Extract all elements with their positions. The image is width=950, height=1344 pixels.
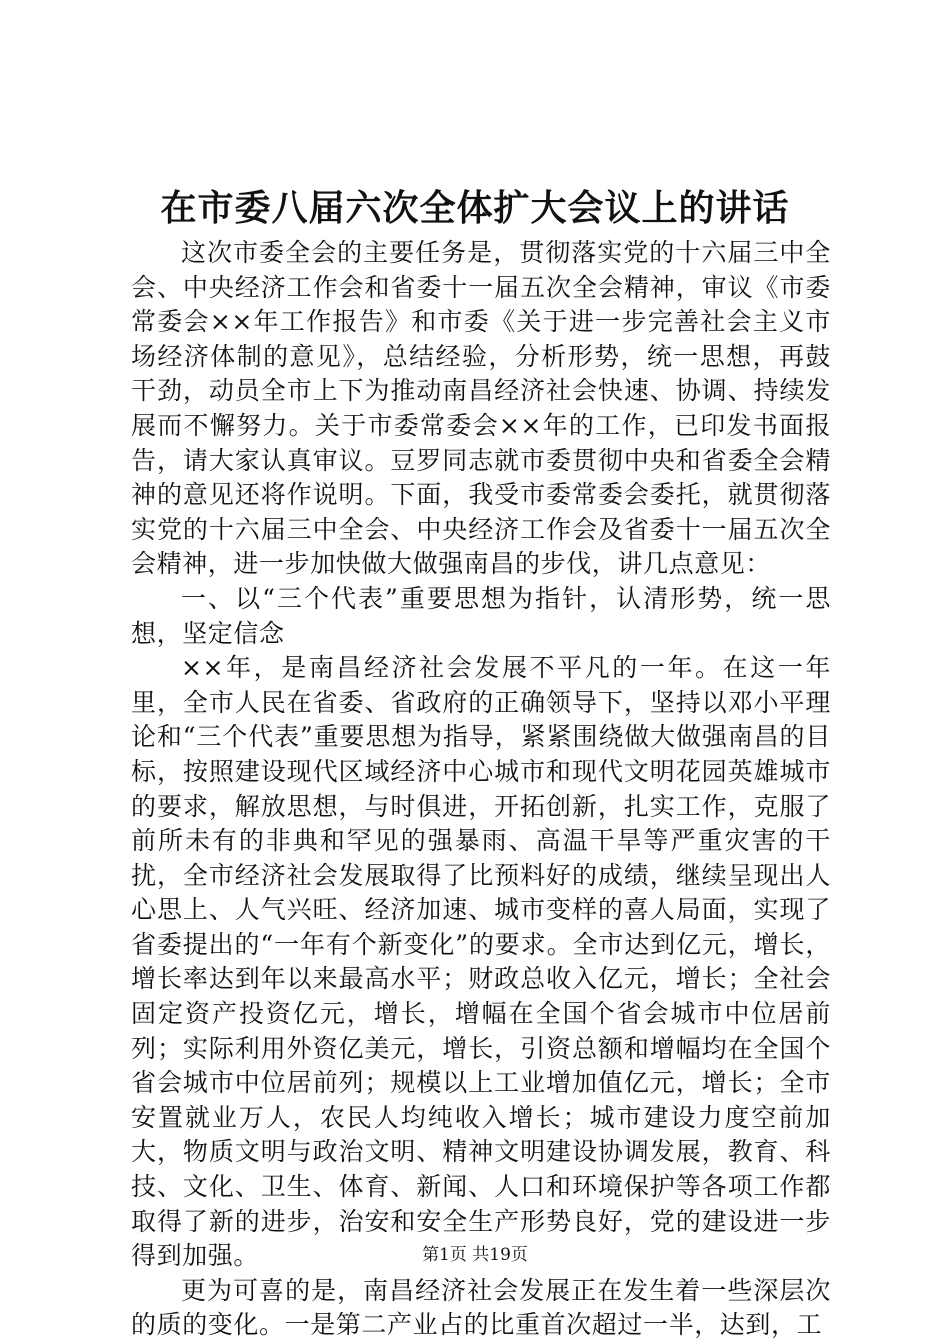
section-heading: 一、以“三个代表”重要思想为指针，认清形势，统一思想，坚定信念	[131, 583, 831, 648]
paragraph: 这次市委全会的主要任务是，贯彻落实党的十六届三中全会、中央经济工作会和省委十一届五次全会精神，审议《市委常委会××年工作报告》和市委《关于进一步完善社会主义市场经济体制的意见》，总结经验，分析形势，统一思想，再鼓干劲，动员全市上下为推动南昌经济社会快速、协调、持续发展而不懈努力。关于市委常委会××年的工作，已印发书面报告，请大家认真审议。豆罗同志就市委贯彻中央和省委全会精神的意见还将作说明。下面，我受市委常委会委托，就贯彻落实党的十六届三中全会、中央经济工作会及省委十一届五次全会精神，进一步加快做大做强南昌的步伐，讲几点意见：	[131, 238, 831, 579]
paragraph: ××年，是南昌经济社会发展不平凡的一年。在这一年里，全市人民在省委、省政府的正确领导下，坚持以邓小平理论和“三个代表”重要思想为指导，紧紧围绕做大做强南昌的目标，按照建设现代区域经济中心城市和现代文明花园英雄城市的要求，解放思想，与时俱进，开拓创新，扎实工作，克服了前所未有的非典和罕见的强暴雨、高温干旱等严重灾害的干扰，全市经济社会发展取得了比预料好的成绩，继续呈现出人心思上、人气兴旺、经济加速、城市变样的喜人局面，实现了省委提出的“一年有个新变化”的要求。全市达到亿元，增长，增长率达到年以来最高水平；财政总收入亿元，增长；全社会固定资产投资亿元，增长，增幅在全国个省会城市中位居前列；实际利用外资亿美元，增长，引资总额和增幅均在全国个省会城市中位居前列；规模以上工业增加值亿元，增长；全市安置就业万人，农民人均纯收入增长；城市建设力度空前加大，物质文明与政治文明、精神文明建设协调发展，教育、科技、文化、卫生、体育、新闻、人口和环境保护等各项工作都取得了新的进步，治安和安全生产形势良好，党的建设进一步得到加强。	[131, 653, 831, 1271]
document-title: 在市委八届六次全体扩大会议上的讲话	[160, 187, 790, 229]
document-body	[131, 236, 831, 1343]
paragraph: 更为可喜的是，南昌经济社会发展正在发生着一些深层次的质的变化。一是第二产业占的比重首次超过一半，达到，工	[131, 1275, 831, 1340]
page-footer: 第1页 共19页	[422, 1245, 528, 1265]
